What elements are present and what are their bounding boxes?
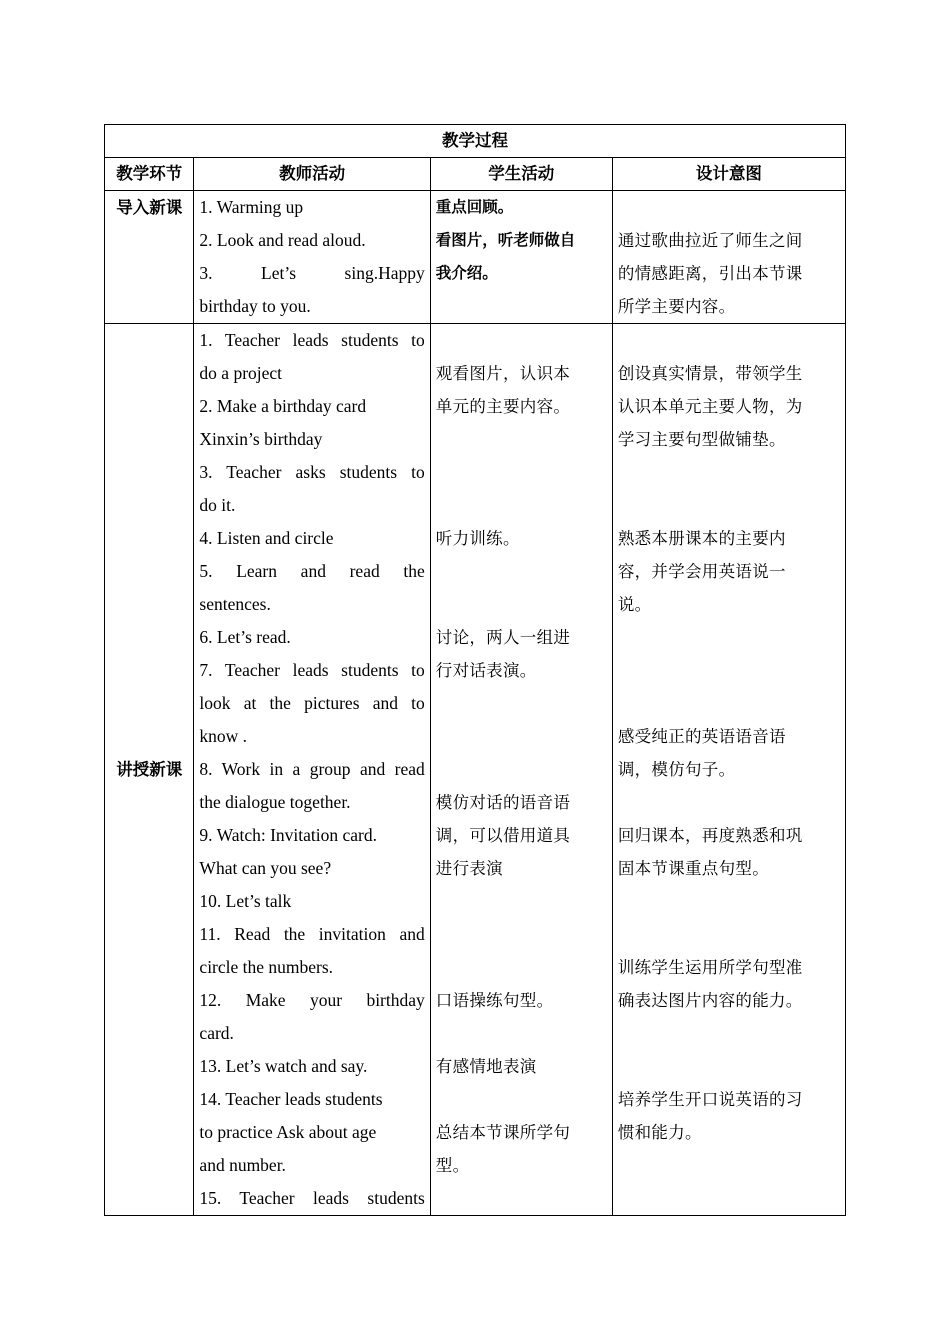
main-student-line (436, 885, 607, 918)
main-student-line: 进行表演 (435, 859, 503, 878)
main-teacher-line: 3. Teacher asks students to (199, 462, 425, 482)
main-student-line (436, 555, 607, 588)
stage-intro (105, 191, 194, 324)
main-student-line (436, 423, 607, 456)
main-student-line (436, 1017, 607, 1050)
teaching-process-table (104, 124, 846, 1216)
main-teacher-line: 15. Teacher leads students (199, 1188, 425, 1208)
main-student-line: 行对话表演。 (435, 661, 537, 680)
main-student-line: 观看图片，认识本 (435, 364, 571, 383)
main-student-line (436, 753, 607, 786)
main-teacher-line: do it. (199, 495, 236, 515)
main-teacher-line: the dialogue together. (199, 792, 351, 812)
main-teacher-line: do a project (199, 363, 283, 383)
main-student-line (436, 1083, 607, 1116)
main-purpose-line: 惯和能力。 (617, 1123, 702, 1142)
main-teacher-line: card. (199, 1023, 234, 1043)
main-teacher-line: 5. Learn and read the (199, 561, 425, 581)
main-purpose-line: 创设真实情景，带领学生 (617, 364, 803, 383)
main-purpose-line (618, 456, 840, 489)
stage-intro-label: 导入新课 (116, 198, 183, 217)
main-teacher-line: to practice Ask about age (199, 1122, 377, 1142)
main-teacher-line: Xinxin’s birthday (199, 429, 323, 449)
main-purpose-line: 固本节课重点句型。 (617, 859, 770, 878)
main-student-line (436, 588, 607, 621)
intro-student-line: 我介绍。 (435, 264, 498, 282)
main-purpose-line: 认识本单元主要人物，为 (617, 397, 803, 416)
header-student-activity: 学生活动 (430, 158, 612, 191)
stage-main-label: 讲授新课 (116, 760, 183, 779)
main-teacher-line: circle the numbers. (199, 957, 334, 977)
main-purpose-line (618, 1149, 840, 1182)
main-purpose-line: 学习主要句型做铺垫。 (617, 430, 786, 449)
main-purpose-line: 回归课本，再度熟悉和巩 (617, 826, 803, 845)
main-purpose-line: 容，并学会用英语说一 (617, 562, 786, 581)
intro-purpose-cell (612, 191, 845, 324)
main-purpose-line (618, 1050, 840, 1083)
table-row (105, 191, 846, 324)
header-design-purpose: 设计意图 (612, 158, 845, 191)
main-teacher-line: 2. Make a birthday card (199, 396, 367, 416)
main-teacher-line: sentences. (199, 594, 271, 614)
main-purpose-line (618, 786, 840, 819)
main-student-line: 讨论，两人一组进 (435, 628, 571, 647)
main-student-line: 模仿对话的语音语 (435, 793, 571, 812)
main-purpose-line (618, 687, 840, 720)
main-student-line (436, 456, 607, 489)
main-purpose-cell (612, 324, 845, 1216)
main-purpose-line: 熟悉本册课本的主要内 (617, 529, 786, 548)
main-teacher-line: 9. Watch: Invitation card. (199, 825, 378, 845)
spacer (618, 191, 840, 224)
main-purpose-line: 感受纯正的英语语音语 (617, 727, 786, 746)
header-row (105, 158, 846, 191)
main-purpose-line (618, 489, 840, 522)
main-teacher-line: and number. (199, 1155, 286, 1175)
main-teacher-line: look at the pictures and to (199, 693, 425, 713)
main-teacher-line: What can you see? (199, 858, 332, 878)
intro-teacher-line: birthday to you. (199, 296, 311, 316)
intro-purpose-line: 通过歌曲拉近了师生之间 (617, 231, 803, 250)
intro-purpose-line: 所学主要内容。 (617, 297, 736, 316)
main-student-line (436, 687, 607, 720)
main-student-line (436, 918, 607, 951)
main-purpose-line: 调，模仿句子。 (617, 760, 736, 779)
main-teacher-line: 14. Teacher leads students (199, 1089, 383, 1109)
main-purpose-line (618, 1017, 840, 1050)
table-title: 教学过程 (105, 125, 846, 158)
main-purpose-line (618, 621, 840, 654)
main-teacher-line: know . (199, 726, 248, 746)
main-purpose-line: 培养学生开口说英语的习 (617, 1090, 803, 1109)
main-purpose-line (618, 1182, 840, 1215)
main-teacher-line: 11. Read the invitation and (199, 924, 425, 944)
main-student-line: 口语操练句型。 (435, 991, 554, 1010)
main-purpose-line (618, 918, 840, 951)
main-teacher-line: 10. Let’s talk (199, 891, 292, 911)
main-teacher-line: 1. Teacher leads students to (199, 330, 425, 350)
main-purpose-line: 训练学生运用所学句型准 (617, 958, 803, 977)
main-student-line: 型。 (435, 1156, 470, 1175)
main-student-line: 有感情地表演 (435, 1057, 537, 1076)
intro-student-line: 重点回顾。 (435, 198, 514, 216)
intro-teacher-line: 2. Look and read aloud. (199, 230, 366, 250)
stage-main (105, 324, 194, 1216)
main-student-line (436, 951, 607, 984)
main-student-line (436, 720, 607, 753)
intro-student-cell (430, 191, 612, 324)
main-student-line (436, 1182, 607, 1215)
main-teacher-line: 12. Make your birthday (199, 990, 425, 1010)
main-purpose-line (618, 654, 840, 687)
intro-student-line: 看图片，听老师做自 (435, 231, 576, 249)
main-teacher-line: 6. Let’s read. (199, 627, 291, 647)
main-teacher-line: 7. Teacher leads students to (199, 660, 425, 680)
table-title-row (105, 125, 846, 158)
main-teacher-cell (194, 324, 430, 1216)
main-purpose-line: 确表达图片内容的能力。 (617, 991, 803, 1010)
main-student-line (436, 324, 607, 357)
main-purpose-line: 说。 (617, 595, 652, 614)
main-student-line: 总结本节课所学句 (435, 1123, 571, 1142)
header-stage: 教学环节 (105, 158, 194, 191)
main-student-line: 听力训练。 (435, 529, 520, 548)
main-student-line (436, 489, 607, 522)
main-student-line: 调，可以借用道具 (435, 826, 571, 845)
main-teacher-line: 13. Let’s watch and say. (199, 1056, 368, 1076)
intro-teacher-cell (194, 191, 430, 324)
main-teacher-line: 8. Work in a group and read (199, 759, 425, 779)
main-student-cell (430, 324, 612, 1216)
main-teacher-line: 4. Listen and circle (199, 528, 334, 548)
intro-teacher-line: 1. Warming up (199, 197, 304, 217)
table-row (105, 324, 846, 1216)
main-student-line: 单元的主要内容。 (435, 397, 571, 416)
header-teacher-activity: 教师活动 (194, 158, 430, 191)
main-purpose-line (618, 324, 840, 357)
intro-purpose-line: 的情感距离，引出本节课 (617, 264, 803, 283)
intro-teacher-line: 3. Let’s sing.Happy (199, 263, 425, 283)
main-purpose-line (618, 885, 840, 918)
